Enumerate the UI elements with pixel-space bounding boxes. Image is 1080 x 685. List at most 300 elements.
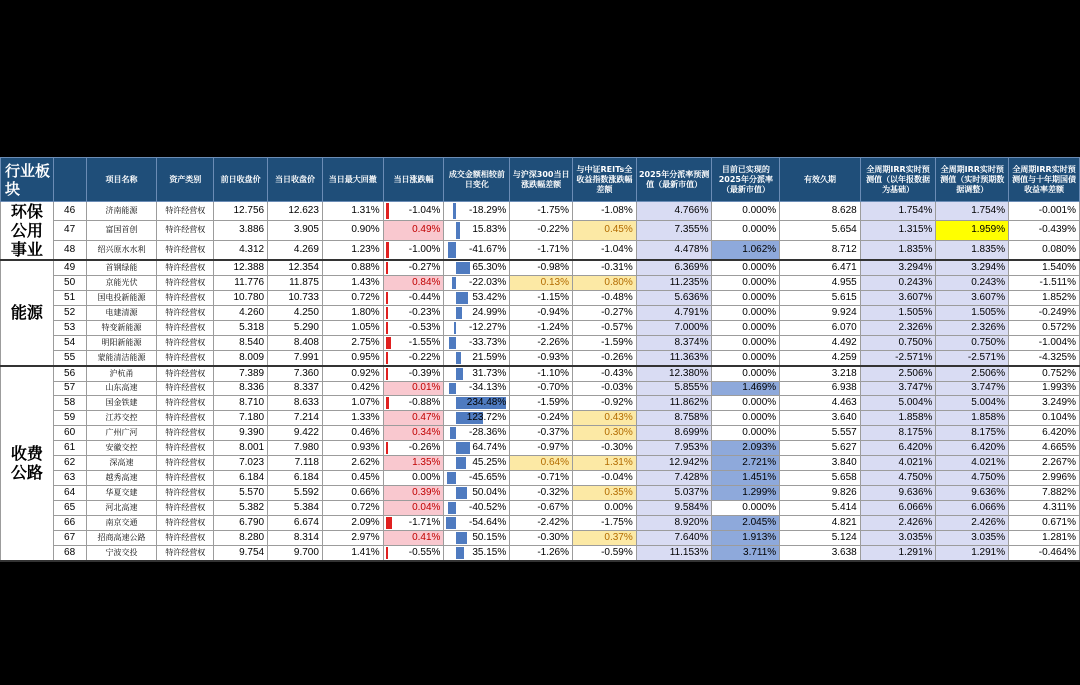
vs-hs300: -0.70% [510,381,573,396]
effective-duration: 9.924 [780,305,861,320]
vs-reits-index: -0.27% [573,305,637,320]
irr-realtime: 1.959% [936,221,1009,240]
effective-duration: 3.218 [780,366,861,381]
close-price: 8.337 [268,381,323,396]
irr-annual: 3.035% [860,530,936,545]
irr-realtime: 2.326% [936,320,1009,335]
table-row[interactable] [1,275,1080,290]
volume-change [444,456,510,471]
irr-spread: 3.249% [1009,396,1080,411]
table-row[interactable] [1,441,1080,456]
div-realized: 0.000% [712,335,780,350]
negative-bar [386,368,388,380]
div-forecast: 8.920% [636,515,712,530]
daily-change [383,545,444,560]
irr-spread: 4.311% [1009,501,1080,516]
max-drawdown: 0.90% [322,221,383,240]
volume-change-value: -54.64% [469,516,507,528]
max-drawdown: 0.72% [322,290,383,305]
div-realized: 1.299% [712,486,780,501]
div-forecast: 8.758% [636,411,712,426]
effective-duration: 6.938 [780,381,861,396]
irr-spread: 2.267% [1009,456,1080,471]
irr-realtime: 4.021% [936,456,1009,471]
irr-annual: 1.315% [860,221,936,240]
header-volume-change: 成交金额相较前日变化 [444,158,510,202]
row-number: 64 [53,486,86,501]
close-price: 7.980 [268,441,323,456]
vs-hs300: -2.26% [510,335,573,350]
table-row[interactable] [1,486,1080,501]
volume-bar [456,222,459,238]
table-row[interactable] [1,260,1080,275]
vs-reits-index: 0.00% [573,501,637,516]
header-irr-realtime: 全周期IRR实时预测值（实时预期数据调整） [936,158,1009,202]
volume-bar [456,487,467,499]
asset-class: 特许经营权 [157,381,214,396]
row-number: 66 [53,515,86,530]
vs-hs300: 0.64% [510,456,573,471]
vs-reits-index: -0.26% [573,350,637,365]
prev-close: 8.710 [214,396,268,411]
prev-close: 6.184 [214,471,268,486]
daily-change-value: 0.49% [412,224,441,236]
irr-annual: 3.294% [860,260,936,275]
irr-spread: -4.325% [1009,350,1080,365]
volume-change-value: 15.83% [472,224,507,236]
row-number: 60 [53,426,86,441]
vs-hs300: -0.93% [510,350,573,365]
daily-change-value: -1.55% [408,336,441,348]
volume-change [444,381,510,396]
volume-change-value: -34.13% [469,382,507,394]
max-drawdown: 1.33% [322,411,383,426]
irr-spread: -0.001% [1009,202,1080,221]
vs-hs300: -0.22% [510,221,573,240]
row-number: 57 [53,381,86,396]
daily-change [383,441,444,456]
negative-bar [386,352,388,364]
irr-realtime: 6.066% [936,501,1009,516]
daily-change-value: -0.44% [408,291,441,303]
effective-duration: 5.414 [780,501,861,516]
volume-change-value: 21.59% [472,351,507,363]
volume-bar [453,203,457,219]
table-row[interactable] [1,221,1080,240]
effective-duration: 5.654 [780,221,861,240]
div-forecast: 9.584% [636,501,712,516]
div-realized: 0.000% [712,411,780,426]
daily-change [383,530,444,545]
vs-reits-index: -0.43% [573,366,637,381]
volume-change [444,350,510,365]
close-price: 4.250 [268,305,323,320]
effective-duration: 5.124 [780,530,861,545]
vs-reits-index: -0.31% [573,260,637,275]
irr-spread: 0.080% [1009,240,1080,260]
daily-change-value: -0.26% [408,442,441,454]
table-row[interactable] [1,290,1080,305]
close-price: 7.991 [268,350,323,365]
table-row[interactable] [1,202,1080,221]
max-drawdown: 0.46% [322,426,383,441]
effective-duration: 4.955 [780,275,861,290]
volume-change-value: -40.52% [469,501,507,513]
effective-duration: 5.615 [780,290,861,305]
irr-spread: 0.752% [1009,366,1080,381]
effective-duration: 8.712 [780,240,861,260]
close-price: 7.360 [268,366,323,381]
volume-change [444,441,510,456]
div-forecast: 7.640% [636,530,712,545]
daily-change-value: -1.71% [408,516,441,528]
irr-annual: 1.835% [860,240,936,260]
div-realized: 2.045% [712,515,780,530]
irr-annual: 4.750% [860,471,936,486]
irr-annual: 0.750% [860,335,936,350]
irr-annual: 1.858% [860,411,936,426]
irr-realtime: 1.835% [936,240,1009,260]
vs-reits-index: 0.80% [573,275,637,290]
div-realized: 1.913% [712,530,780,545]
volume-change [444,320,510,335]
table-row[interactable] [1,515,1080,530]
vs-reits-index: -1.04% [573,240,637,260]
div-realized: 0.000% [712,275,780,290]
project-name: 南京交通 [86,515,157,530]
volume-change [444,290,510,305]
table-row[interactable] [1,411,1080,426]
div-forecast: 8.699% [636,426,712,441]
volume-change-value: -28.36% [469,427,507,439]
vs-reits-index: -0.48% [573,290,637,305]
project-name: 安徽交控 [86,441,157,456]
table-row[interactable] [1,545,1080,560]
div-forecast: 11.153% [636,545,712,560]
max-drawdown: 1.07% [322,396,383,411]
table-row[interactable] [1,501,1080,516]
table-row[interactable] [1,396,1080,411]
asset-class: 特许经营权 [157,305,214,320]
irr-realtime: 1.505% [936,305,1009,320]
irr-annual: 3.607% [860,290,936,305]
prev-close: 8.540 [214,335,268,350]
close-price: 7.214 [268,411,323,426]
volume-change [444,366,510,381]
row-number: 51 [53,290,86,305]
vs-hs300: -1.10% [510,366,573,381]
asset-class: 特许经营权 [157,411,214,426]
daily-change-value: -1.04% [408,205,441,217]
max-drawdown: 2.75% [322,335,383,350]
irr-realtime: 2.426% [936,515,1009,530]
table-row[interactable] [1,426,1080,441]
table-row[interactable] [1,305,1080,320]
asset-class: 特许经营权 [157,290,214,305]
irr-spread: -0.464% [1009,545,1080,560]
close-price: 8.633 [268,396,323,411]
prev-close: 8.336 [214,381,268,396]
volume-bar [447,472,457,484]
div-realized: 0.000% [712,396,780,411]
prev-close: 5.570 [214,486,268,501]
irr-spread: -1.511% [1009,275,1080,290]
negative-bar [386,307,388,319]
max-drawdown: 1.80% [322,305,383,320]
header-vs-reits-index: 与中证REITs全收益指数涨跌幅差额 [573,158,637,202]
irr-realtime: -2.571% [936,350,1009,365]
reits-table [0,157,1080,562]
vs-reits-index: 0.45% [573,221,637,240]
volume-change-value: 50.15% [472,531,507,543]
effective-duration: 9.826 [780,486,861,501]
volume-bar [450,427,456,439]
prev-close: 12.756 [214,202,268,221]
table-row[interactable] [1,456,1080,471]
daily-change-value: -0.55% [408,546,441,558]
close-price: 12.623 [268,202,323,221]
vs-hs300: -1.59% [510,396,573,411]
prev-close: 4.312 [214,240,268,260]
irr-realtime: 8.175% [936,426,1009,441]
close-price: 8.408 [268,335,323,350]
volume-change-value: -45.65% [469,472,507,484]
max-drawdown: 0.66% [322,486,383,501]
prev-close: 12.388 [214,260,268,275]
close-price: 8.314 [268,530,323,545]
close-price: 9.422 [268,426,323,441]
vs-reits-index: -1.75% [573,515,637,530]
row-number: 61 [53,441,86,456]
row-number: 56 [53,366,86,381]
daily-change [383,290,444,305]
project-name: 招商高速公路 [86,530,157,545]
close-price: 6.184 [268,471,323,486]
volume-bar [449,337,456,349]
irr-realtime: 3.035% [936,530,1009,545]
vs-hs300: -0.71% [510,471,573,486]
div-forecast: 12.942% [636,456,712,471]
negative-bar [386,442,388,454]
div-forecast: 7.355% [636,221,712,240]
volume-change-value: 234.48% [466,397,507,409]
table-row[interactable] [1,530,1080,545]
irr-spread: 1.540% [1009,260,1080,275]
project-name: 济南能源 [86,202,157,221]
daily-change [383,501,444,516]
irr-realtime: 1.754% [936,202,1009,221]
header-prev-close: 前日收盘价 [214,158,268,202]
max-drawdown: 0.93% [322,441,383,456]
prev-close: 8.280 [214,530,268,545]
daily-change-value: 1.35% [412,457,441,469]
daily-change [383,396,444,411]
row-number: 58 [53,396,86,411]
div-realized: 0.000% [712,290,780,305]
row-number: 55 [53,350,86,365]
volume-change [444,335,510,350]
project-name: 深高速 [86,456,157,471]
row-number: 50 [53,275,86,290]
vs-reits-index: -1.59% [573,335,637,350]
max-drawdown: 0.42% [322,381,383,396]
header-row [1,158,1080,202]
vs-hs300: -1.26% [510,545,573,560]
table-row[interactable] [1,240,1080,260]
close-price: 9.700 [268,545,323,560]
daily-change [383,202,444,221]
negative-bar [386,242,390,258]
project-name: 京能光伏 [86,275,157,290]
project-name: 首钢绿能 [86,260,157,275]
volume-change [444,411,510,426]
volume-change-value: -18.29% [469,205,507,217]
asset-class: 特许经营权 [157,486,214,501]
volume-bar [456,442,470,454]
prev-close: 11.776 [214,275,268,290]
max-drawdown: 2.62% [322,456,383,471]
irr-realtime: 3.294% [936,260,1009,275]
vs-reits-index: 0.37% [573,530,637,545]
sector-label: 收费公路 [1,366,54,561]
irr-annual: 6.420% [860,441,936,456]
div-realized: 2.721% [712,456,780,471]
row-number: 52 [53,305,86,320]
volume-bar [456,292,467,304]
project-name: 特变新能源 [86,320,157,335]
project-name: 绍兴原水水利 [86,240,157,260]
prev-close: 9.754 [214,545,268,560]
div-realized: 0.000% [712,305,780,320]
irr-realtime: 3.607% [936,290,1009,305]
max-drawdown: 2.97% [322,530,383,545]
project-name: 河北高速 [86,501,157,516]
close-price: 11.875 [268,275,323,290]
prev-close: 5.318 [214,320,268,335]
vs-hs300: -0.67% [510,501,573,516]
row-number: 62 [53,456,86,471]
irr-realtime: 9.636% [936,486,1009,501]
div-realized: 3.711% [712,545,780,560]
max-drawdown: 0.88% [322,260,383,275]
vs-reits-index: 0.30% [573,426,637,441]
daily-change [383,515,444,530]
header-irr-annual: 全周期IRR实时预测值（以年报数据为基础） [860,158,936,202]
div-forecast: 8.374% [636,335,712,350]
asset-class: 特许经营权 [157,335,214,350]
volume-change [444,545,510,560]
volume-change-value: 65.30% [472,261,507,273]
irr-spread: 0.104% [1009,411,1080,426]
row-number: 65 [53,501,86,516]
div-realized: 2.093% [712,441,780,456]
header-project-name: 项目名称 [86,158,157,202]
div-forecast: 5.037% [636,486,712,501]
prev-close: 7.023 [214,456,268,471]
asset-class: 特许经营权 [157,545,214,560]
irr-annual: 4.021% [860,456,936,471]
project-name: 国电投新能源 [86,290,157,305]
daily-change-value: -0.88% [408,397,441,409]
vs-hs300: -1.71% [510,240,573,260]
vs-hs300: -1.15% [510,290,573,305]
effective-duration: 4.259 [780,350,861,365]
close-price: 3.905 [268,221,323,240]
daily-change-value: -0.53% [408,321,441,333]
table-row[interactable] [1,320,1080,335]
div-realized: 0.000% [712,221,780,240]
volume-change [444,240,510,260]
row-number: 59 [53,411,86,426]
asset-class: 特许经营权 [157,320,214,335]
project-name: 沪杭甬 [86,366,157,381]
effective-duration: 6.070 [780,320,861,335]
volume-bar [456,262,470,274]
asset-class: 特许经营权 [157,366,214,381]
table-row[interactable] [1,350,1080,365]
row-number: 47 [53,221,86,240]
asset-class: 特许经营权 [157,240,214,260]
project-name: 越秀高速 [86,471,157,486]
div-realized: 0.000% [712,202,780,221]
max-drawdown: 0.45% [322,471,383,486]
vs-reits-index: -0.92% [573,396,637,411]
irr-annual: 1.754% [860,202,936,221]
div-forecast: 7.000% [636,320,712,335]
table-row[interactable] [1,471,1080,486]
table-row[interactable] [1,381,1080,396]
asset-class: 特许经营权 [157,441,214,456]
table-body [1,202,1080,561]
header-duration: 有效久期 [780,158,861,202]
asset-class: 特许经营权 [157,275,214,290]
prev-close: 7.180 [214,411,268,426]
volume-bar [449,383,456,395]
prev-close: 3.886 [214,221,268,240]
daily-change [383,221,444,240]
vs-hs300: -0.97% [510,441,573,456]
daily-change-value: 0.04% [412,501,441,513]
close-price: 5.290 [268,320,323,335]
table-row[interactable] [1,366,1080,381]
vs-hs300: -2.42% [510,515,573,530]
negative-bar [386,547,388,559]
header-irr-spread: 全周期IRR实时预测值与十年期国债收益率差额 [1009,158,1080,202]
row-number: 49 [53,260,86,275]
div-forecast: 7.953% [636,441,712,456]
volume-change-value: 50.04% [472,487,507,499]
irr-annual: 5.004% [860,396,936,411]
div-realized: 0.000% [712,366,780,381]
volume-change-value: -12.27% [469,321,507,333]
div-realized: 1.062% [712,240,780,260]
table-row[interactable] [1,335,1080,350]
volume-change-value: 45.25% [472,457,507,469]
negative-bar [386,292,388,304]
div-forecast: 11.235% [636,275,712,290]
negative-bar [386,397,389,409]
irr-spread: 1.852% [1009,290,1080,305]
volume-bar [446,517,456,529]
header-max-drawdown: 当日最大回撤 [322,158,383,202]
vs-hs300: -1.75% [510,202,573,221]
effective-duration: 3.840 [780,456,861,471]
project-name: 富国首创 [86,221,157,240]
volume-bar [448,502,457,514]
asset-class: 特许经营权 [157,456,214,471]
volume-bar [456,457,466,469]
irr-realtime: 5.004% [936,396,1009,411]
